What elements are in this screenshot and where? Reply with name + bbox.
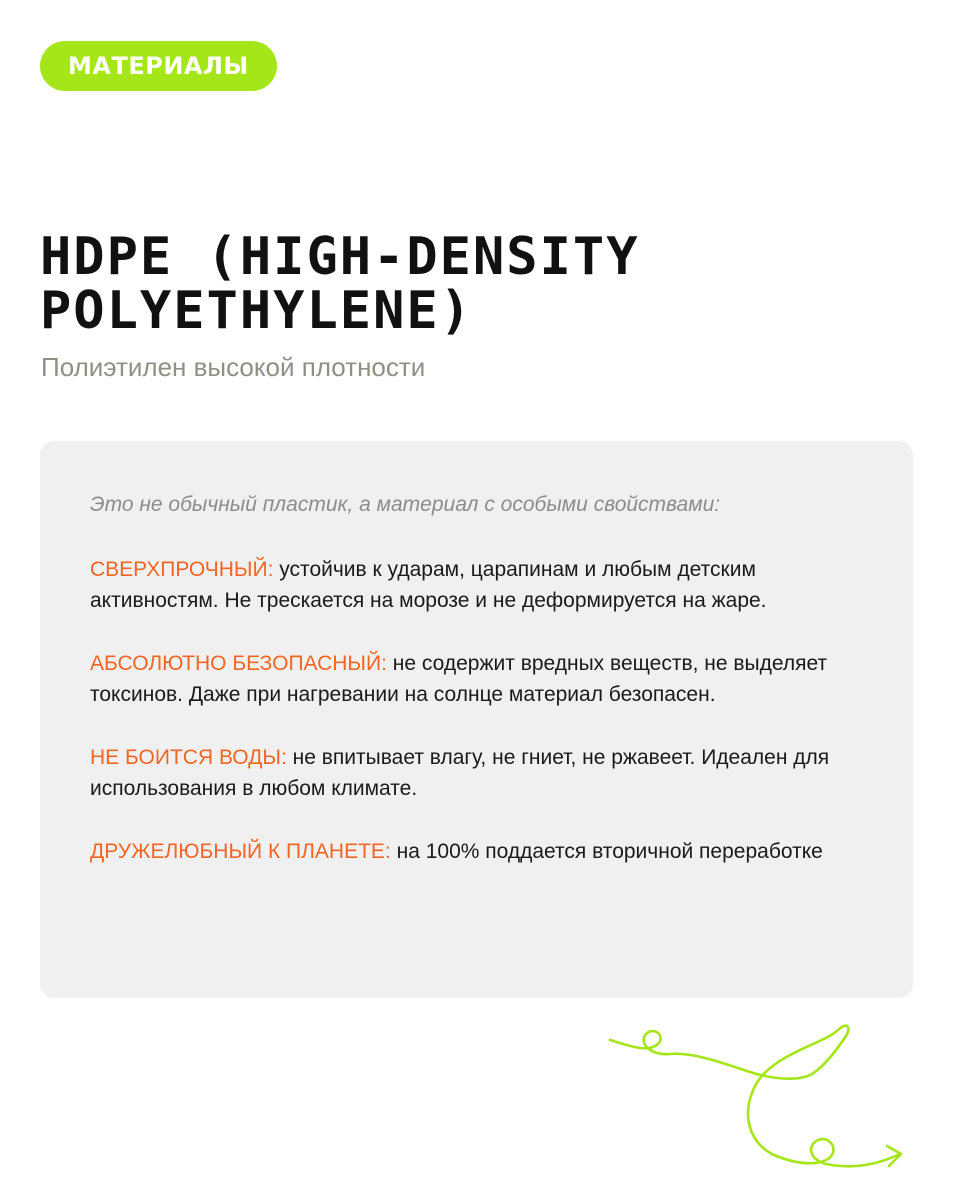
feature-heading: НЕ БОИТСЯ ВОДЫ: xyxy=(90,746,287,769)
feature-text: устойчив к ударам, царапинам и любым детским активностям. Не трескается на морозе и не деформируется на жаре. xyxy=(90,558,767,612)
page-title xyxy=(40,227,900,341)
category-badge: МАТЕРИАЛЫ xyxy=(40,41,277,91)
feature-waterproof xyxy=(90,742,870,804)
properties-card-content xyxy=(90,489,870,899)
properties-card xyxy=(40,441,913,998)
card-intro: Это не обычный пластик, а материал с особыми свойствами: xyxy=(90,493,721,516)
feature-eco xyxy=(90,836,870,867)
feature-heading: ДРУЖЕЛЮБНЫЙ К ПЛАНЕТЕ: xyxy=(90,840,391,863)
feature-text: не содержит вредных веществ, не выделяет токсинов. Даже при нагревании на солнце материал безопасен. xyxy=(90,652,828,706)
feature-heading: АБСОЛЮТНО БЕЗОПАСНЫЙ: xyxy=(90,652,387,675)
squiggle-arrow-icon xyxy=(600,1018,920,1178)
page-subtitle: Полиэтилен высокой плотности xyxy=(41,352,426,382)
feature-heading: СВЕРХПРОЧНЫЙ: xyxy=(90,558,274,581)
page-title-line-1: HDPE (HIGH-DENSITY xyxy=(40,227,640,287)
page-title-line-2: POLYETHYLENE) xyxy=(40,281,473,341)
feature-text: на 100% поддается вторичной переработке xyxy=(396,840,823,863)
feature-safe xyxy=(90,648,870,710)
feature-text: не впитывает влагу, не гниет, не ржавеет. Идеален для использования в любом климате. xyxy=(90,746,830,800)
feature-durable xyxy=(90,554,870,616)
